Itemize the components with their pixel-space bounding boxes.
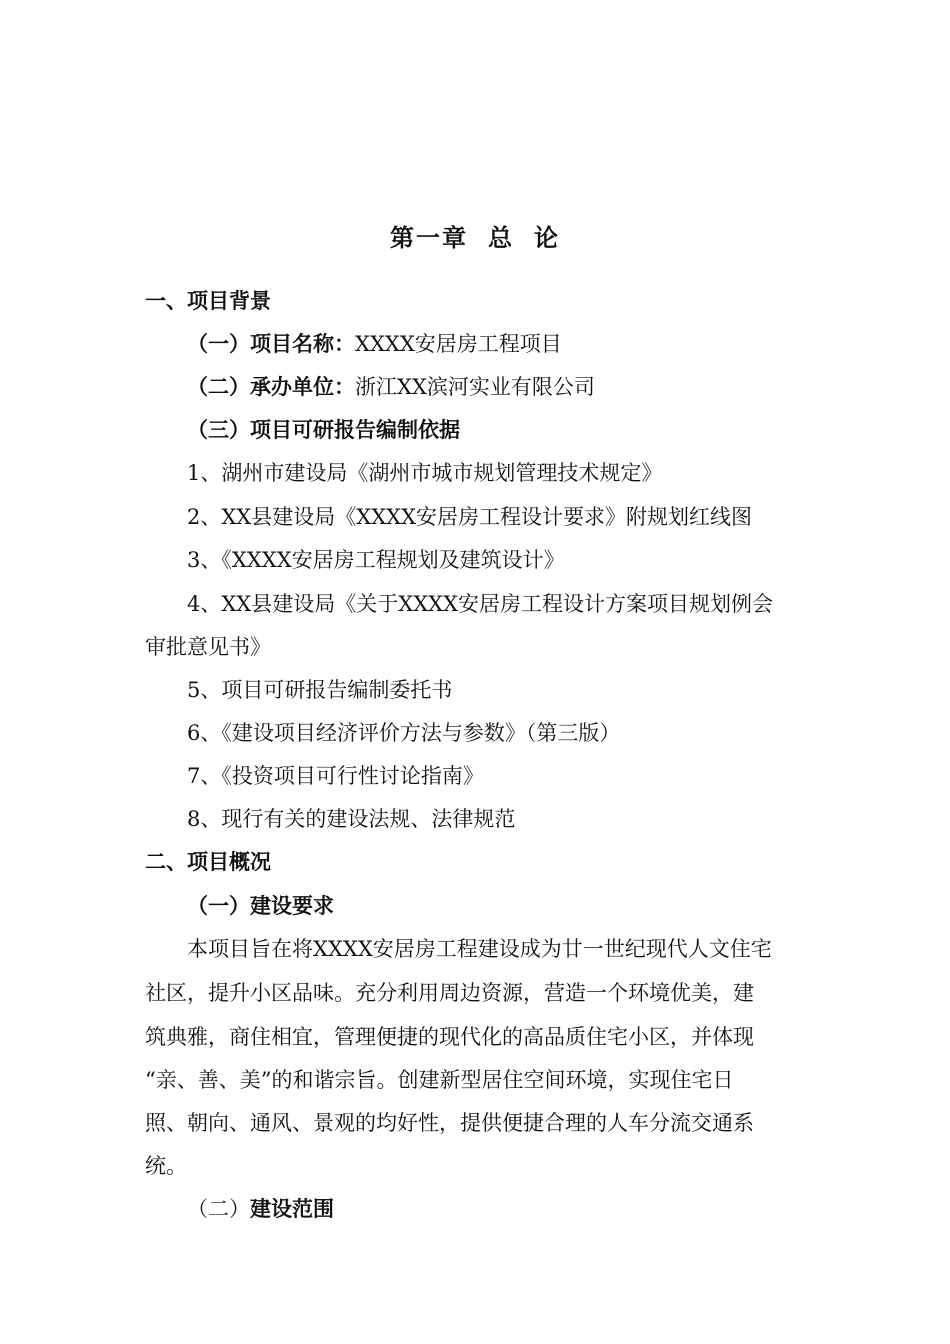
paragraph-line: 本项目旨在将XXXX安居房工程建设成为廿一世纪现代人文住宅: [187, 937, 772, 961]
basis-item: 2、XX县建设局《XXXX安居房工程设计要求》附规划红线图: [187, 505, 753, 529]
basis-item: 6、《建设项目经济评价方法与参数》（第三版）: [187, 721, 621, 745]
organizer-value: 浙江XX滨河实业有限公司: [355, 375, 595, 399]
basis-item: 3、《XXXX安居房工程规划及建筑设计》: [187, 548, 565, 572]
basis-item: 1、湖州市建设局《湖州市城市规划管理技术规定》: [187, 461, 663, 485]
section-heading-overview: 二、项目概况: [145, 850, 271, 874]
basis-heading: （三）项目可研报告编制依据: [187, 418, 460, 442]
scope-prefix: （二）: [187, 1197, 250, 1221]
paragraph-line: 筑典雅，商住相宜，管理便捷的现代化的高品质住宅小区，并体现: [145, 1025, 754, 1049]
chapter-number: 第一章: [390, 224, 468, 252]
project-name-line: [187, 330, 562, 358]
organizer-label: （二）承办单位：: [187, 375, 355, 399]
requirements-heading: （一）建设要求: [187, 894, 334, 918]
paragraph-line: 社区，提升小区品味。充分利用周边资源，营造一个环境优美，建: [145, 981, 754, 1005]
scope-heading-line: [187, 1195, 334, 1223]
basis-item: 8、现行有关的建设法规、法律规范: [187, 807, 516, 831]
basis-item: 4、XX县建设局《关于XXXX安居房工程设计方案项目规划例会: [187, 592, 774, 616]
paragraph-line: 照、朝向、通风、景观的均好性，提供便捷合理的人车分流交通系: [145, 1111, 754, 1135]
chapter-word-1: 总: [488, 224, 514, 252]
paragraph-line: 统。: [145, 1154, 187, 1178]
project-name-value: XXXX安居房工程项目: [355, 332, 562, 356]
organizer-line: [187, 373, 595, 401]
basis-item-continued: 审批意见书》: [145, 635, 271, 659]
basis-item: 7、《投资项目可行性讨论指南》: [187, 764, 484, 788]
scope-heading: 建设范围: [250, 1197, 334, 1221]
project-name-label: （一）项目名称：: [187, 332, 355, 356]
section-heading-background: 一、项目背景: [145, 289, 271, 313]
chapter-word-2: 论: [534, 224, 560, 252]
basis-item: 5、项目可研报告编制委托书: [187, 678, 453, 702]
paragraph-line: “亲、善、美”的和谐宗旨。创建新型居住空间环境，实现住宅日: [145, 1068, 734, 1092]
chapter-title: [0, 218, 950, 253]
